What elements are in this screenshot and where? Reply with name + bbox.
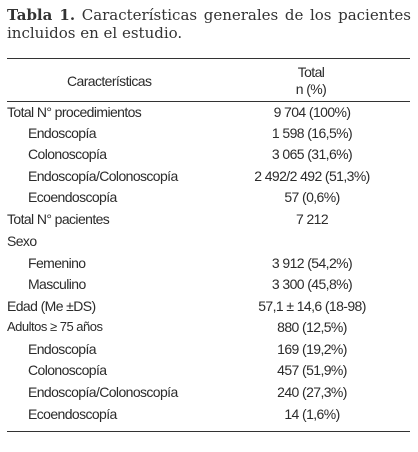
table-row — [0, 146, 418, 166]
row-value: 2 492/2 492 (51,3%) — [254, 168, 370, 184]
table-row — [0, 125, 418, 145]
table-row — [0, 341, 418, 361]
row-label: Total N° pacientes — [7, 211, 110, 227]
table-row — [0, 255, 418, 275]
table-row — [0, 211, 418, 231]
table-row — [0, 384, 418, 404]
table-row — [0, 104, 418, 124]
row-value: 880 (12,5%) — [277, 319, 347, 335]
column-header-total-unit: n (%) — [295, 81, 327, 97]
row-label: Ecoendoscopía — [28, 189, 117, 205]
row-label: Edad (Me ±DS) — [7, 298, 96, 314]
row-value: 14 (1,6%) — [284, 406, 340, 422]
row-label: Adultos ≥ 75 años — [7, 319, 103, 334]
column-header-total-title: Total — [297, 64, 325, 80]
table-top-rule — [7, 58, 410, 59]
row-value: 1 598 (16,5%) — [271, 125, 353, 141]
table-row — [0, 406, 418, 426]
table-row — [0, 298, 418, 318]
table-caption — [7, 6, 411, 42]
row-label: Colonoscopía — [28, 362, 107, 378]
row-value: 7 212 — [295, 211, 329, 227]
table-row — [0, 189, 418, 209]
table-caption-lead: Tabla 1. — [7, 6, 76, 24]
row-value: 3 065 (31,6%) — [271, 146, 353, 162]
row-value: 3 300 (45,8%) — [271, 276, 353, 292]
table-row — [0, 168, 418, 188]
row-label: Endoscopía — [28, 125, 96, 141]
row-value: 169 (19,2%) — [277, 341, 347, 357]
row-label: Sexo — [7, 233, 37, 249]
row-value: 457 (51,9%) — [277, 362, 347, 378]
row-value: 240 (27,3%) — [277, 384, 347, 400]
row-label: Total N° procedimientos — [7, 104, 142, 120]
column-header-characteristics: Características — [67, 73, 152, 89]
row-value: 57,1 ± 14,6 (18-98) — [258, 298, 366, 314]
table-row — [0, 276, 418, 296]
table-row — [0, 362, 418, 382]
row-label: Femenino — [28, 255, 86, 271]
row-label: Masculino — [28, 276, 86, 292]
table-row — [0, 319, 418, 339]
column-header-total — [251, 64, 371, 98]
table-bottom-rule — [7, 431, 410, 432]
row-label: Endoscopía — [28, 341, 96, 357]
table-header-rule — [7, 101, 410, 102]
row-value: 57 (0,6%) — [284, 189, 340, 205]
row-label: Colonoscopía — [28, 146, 107, 162]
row-label: Endoscopía/Colonoscopía — [28, 168, 178, 184]
row-value: 3 912 (54,2%) — [271, 255, 353, 271]
table-caption-text: Características generales de los pacientes incluidos en el estudio. — [7, 6, 411, 42]
row-value: 9 704 (100%) — [273, 104, 351, 120]
table-row — [0, 233, 418, 253]
row-label: Ecoendoscopía — [28, 406, 117, 422]
row-label: Endoscopía/Colonoscopía — [28, 384, 178, 400]
